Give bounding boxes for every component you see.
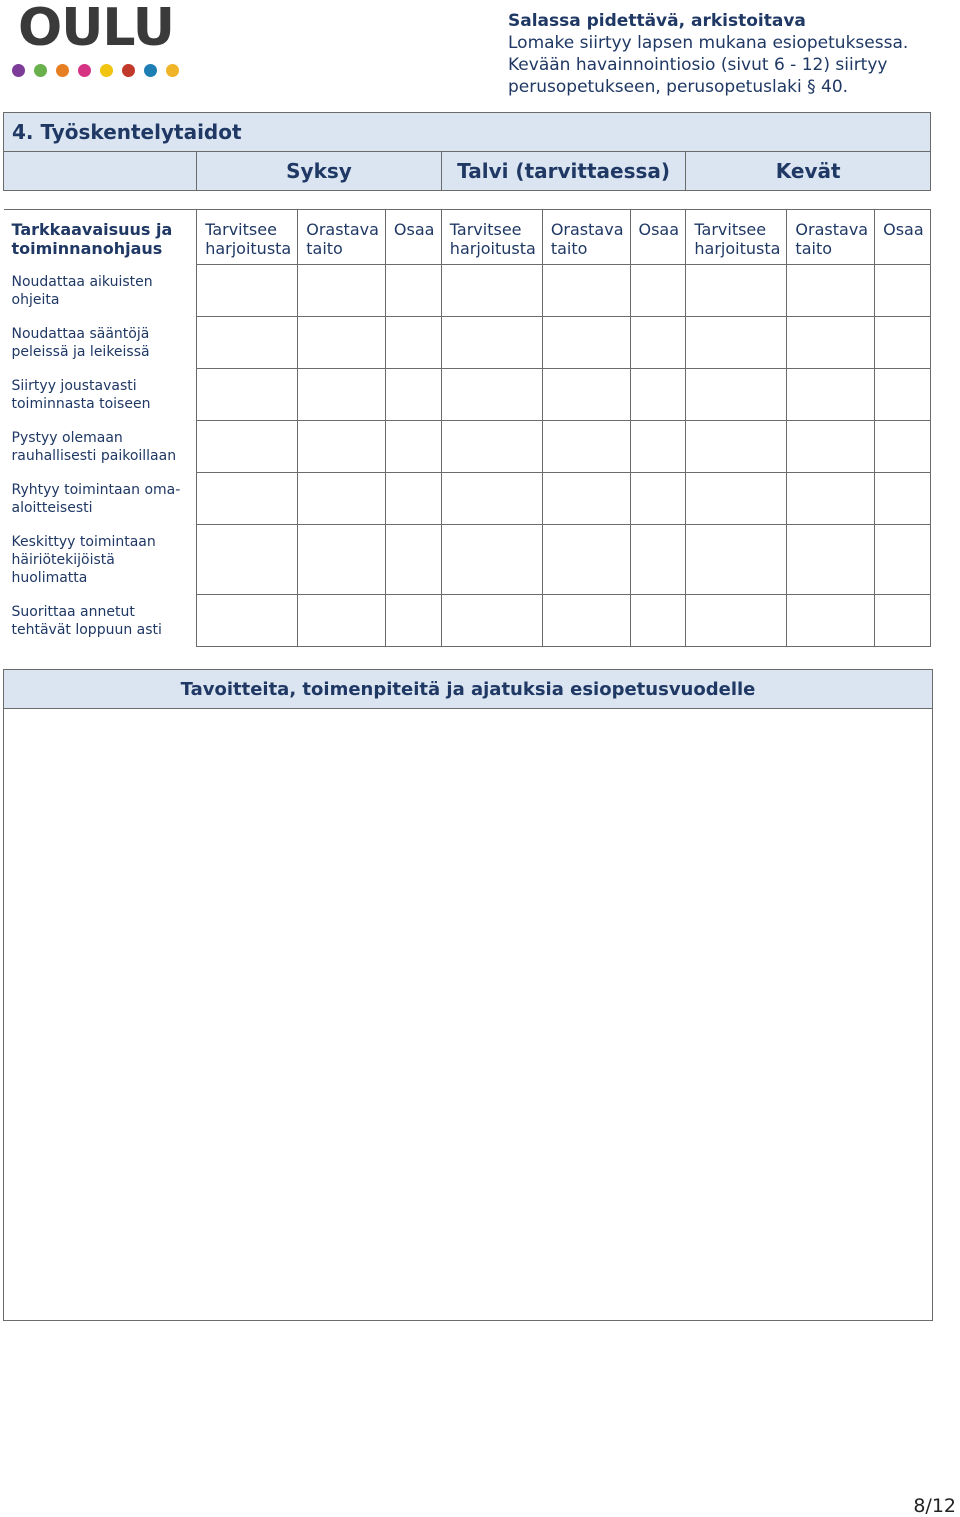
level-header: Osaa (385, 210, 441, 265)
logo-dot (34, 64, 47, 77)
rating-cell[interactable] (197, 421, 298, 473)
rating-cell[interactable] (875, 525, 931, 595)
rating-cell[interactable] (787, 265, 875, 317)
level-header: Tarvitsee harjoitusta (197, 210, 298, 265)
rating-cell[interactable] (787, 369, 875, 421)
rating-cell[interactable] (385, 525, 441, 595)
skills-table (3, 112, 931, 647)
rating-cell[interactable] (686, 525, 787, 595)
rating-cell[interactable] (298, 369, 386, 421)
rating-cell[interactable] (385, 473, 441, 525)
rating-cell[interactable] (875, 421, 931, 473)
goals-box (3, 669, 933, 1321)
logo-dot (12, 64, 25, 77)
logo-dot (78, 64, 91, 77)
rating-cell[interactable] (197, 525, 298, 595)
season-header: Talvi (tarvittaessa) (441, 152, 686, 191)
rating-cell[interactable] (787, 595, 875, 647)
goals-text-area[interactable] (4, 709, 932, 1319)
logo-dot (122, 64, 135, 77)
rating-cell[interactable] (298, 317, 386, 369)
logo-dot (56, 64, 69, 77)
rating-cell[interactable] (197, 265, 298, 317)
rating-cell[interactable] (542, 421, 630, 473)
rating-cell[interactable] (298, 421, 386, 473)
notice-line: Kevään havainnointiosio (sivut 6 - 12) siirtyy perusopetukseen, perusopetuslaki § 40. (508, 55, 888, 97)
rating-cell[interactable] (197, 473, 298, 525)
rating-cell[interactable] (441, 369, 542, 421)
skill-label: Pystyy olemaan rauhallisesti paikoillaan (11, 429, 177, 464)
rating-cell[interactable] (385, 317, 441, 369)
rating-cell[interactable] (298, 265, 386, 317)
rating-cell[interactable] (298, 525, 386, 595)
notice-line: Lomake siirtyy lapsen mukana esiopetuksessa. (508, 33, 909, 53)
rating-cell[interactable] (197, 317, 298, 369)
logo: OULU (18, 0, 174, 58)
rating-cell[interactable] (787, 421, 875, 473)
rating-cell[interactable] (630, 421, 686, 473)
rating-cell[interactable] (385, 421, 441, 473)
logo-dot (144, 64, 157, 77)
level-header: Tarvitsee harjoitusta (686, 210, 787, 265)
rating-cell[interactable] (441, 317, 542, 369)
rating-cell[interactable] (787, 317, 875, 369)
notice-title: Salassa pidettävä, arkistoitava (508, 11, 806, 31)
season-header: Kevät (686, 152, 931, 191)
level-header: Orastava taito (542, 210, 630, 265)
spacer (4, 191, 931, 210)
goals-title: Tavoitteita, toimenpiteitä ja ajatuksia esiopetusvuodelle (4, 670, 932, 709)
rating-cell[interactable] (686, 421, 787, 473)
rating-cell[interactable] (385, 595, 441, 647)
rating-cell[interactable] (385, 265, 441, 317)
rating-cell[interactable] (441, 421, 542, 473)
season-header: Syksy (197, 152, 442, 191)
rating-cell[interactable] (630, 595, 686, 647)
logo-dot (166, 64, 179, 77)
rating-cell[interactable] (385, 369, 441, 421)
rating-cell[interactable] (441, 595, 542, 647)
rating-cell[interactable] (298, 473, 386, 525)
level-header: Orastava taito (787, 210, 875, 265)
skill-label: Noudattaa sääntöjä peleissä ja leikeissä (11, 325, 150, 360)
rating-cell[interactable] (686, 265, 787, 317)
skill-label: Keskittyy toimintaan häiriötekijöistä huolimatta (11, 533, 156, 586)
rating-cell[interactable] (875, 317, 931, 369)
rating-cell[interactable] (875, 595, 931, 647)
rating-cell[interactable] (686, 595, 787, 647)
rating-cell[interactable] (441, 473, 542, 525)
level-header: Orastava taito (298, 210, 386, 265)
level-header: Osaa (875, 210, 931, 265)
rating-cell[interactable] (630, 473, 686, 525)
rating-cell[interactable] (542, 525, 630, 595)
rating-cell[interactable] (787, 473, 875, 525)
rating-cell[interactable] (630, 525, 686, 595)
rating-cell[interactable] (542, 265, 630, 317)
rating-cell[interactable] (630, 265, 686, 317)
rating-cell[interactable] (686, 369, 787, 421)
rating-cell[interactable] (542, 595, 630, 647)
season-blank (4, 152, 197, 191)
skill-label: Siirtyy joustavasti toiminnasta toiseen (11, 377, 151, 412)
rating-cell[interactable] (630, 317, 686, 369)
logo-dot (100, 64, 113, 77)
skill-label: Noudattaa aikuisten ohjeita (11, 273, 153, 308)
rating-cell[interactable] (441, 265, 542, 317)
rating-cell[interactable] (197, 369, 298, 421)
level-header: Tarvitsee harjoitusta (441, 210, 542, 265)
rating-cell[interactable] (686, 473, 787, 525)
rating-cell[interactable] (787, 525, 875, 595)
category-header: Tarkkaavaisuus ja toiminnanohjaus (11, 220, 173, 258)
rating-cell[interactable] (542, 473, 630, 525)
rating-cell[interactable] (875, 265, 931, 317)
rating-cell[interactable] (542, 369, 630, 421)
rating-cell[interactable] (686, 317, 787, 369)
page-number: 8/12 (913, 1495, 956, 1517)
skill-label: Suorittaa annetut tehtävät loppuun asti (11, 603, 162, 638)
rating-cell[interactable] (875, 369, 931, 421)
logo-dots (12, 64, 179, 77)
rating-cell[interactable] (875, 473, 931, 525)
rating-cell[interactable] (542, 317, 630, 369)
rating-cell[interactable] (441, 525, 542, 595)
level-header: Osaa (630, 210, 686, 265)
confidentiality-notice (508, 10, 948, 98)
rating-cell[interactable] (298, 595, 386, 647)
skill-label: Ryhtyy toimintaan oma-aloitteisesti (11, 481, 181, 516)
section-title: 4. Työskentelytaidot (4, 113, 931, 152)
rating-cell[interactable] (630, 369, 686, 421)
rating-cell[interactable] (197, 595, 298, 647)
